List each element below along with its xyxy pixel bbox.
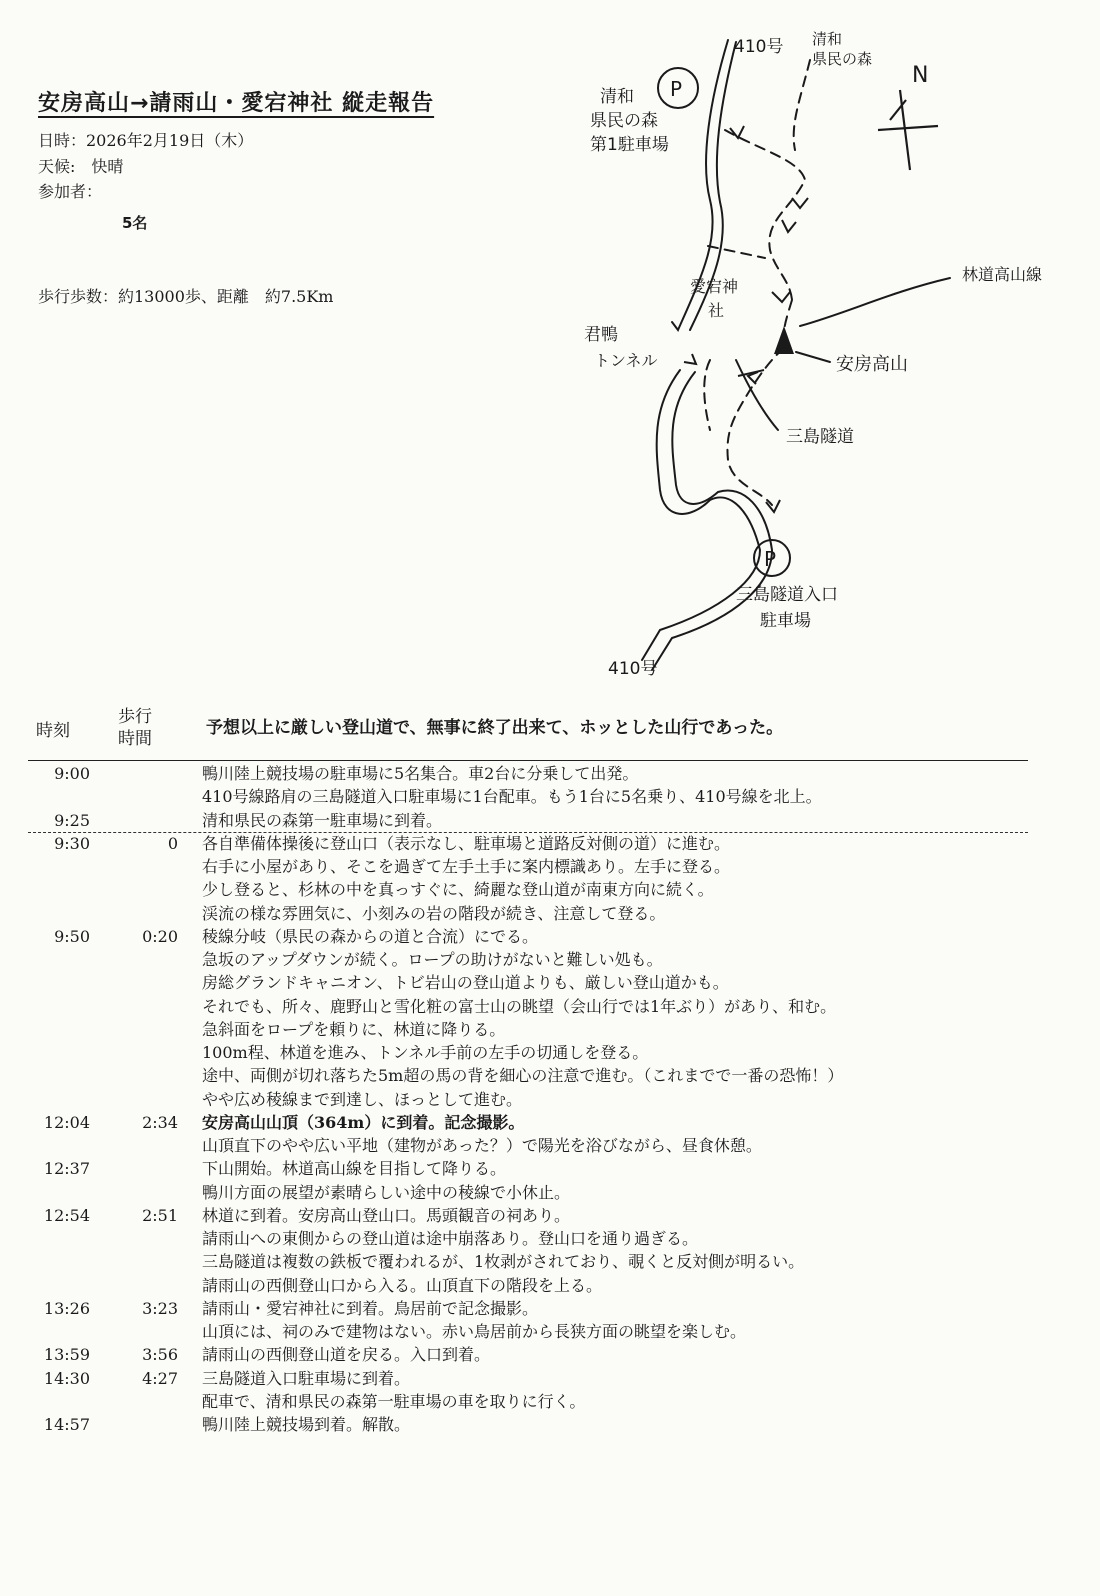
timeline-text: 渓流の様な雰囲気に、小刻みの岩の階段が続き、注意して登る。 [202, 903, 666, 923]
timeline-text: 少し登ると、杉林の中を真っすぐに、綺麗な登山道が南東方向に続く。 [202, 880, 714, 900]
timeline-text: 右手に小屋があり、そこを過ぎて左手土手に案内標識あり。左手に登る。 [202, 857, 731, 876]
timeline-row [0, 1413, 1100, 1436]
report-title: 安房高山→請雨山・愛宕神社 縦走報告 [38, 91, 435, 116]
timeline-time: 12:54 [43, 1205, 90, 1225]
column-header-walk-line2: 時間 [118, 729, 152, 749]
participants-count: 5名 [122, 214, 148, 232]
label-rindo: 林道高山線 [962, 265, 1043, 284]
timeline-time: 14:57 [43, 1415, 90, 1434]
timeline-text: 山頂直下のやや広い平地（建物があった？）で陽光を浴びながら、昼食休憩。 [202, 1136, 762, 1155]
label-parking1-1: 清和 [600, 87, 634, 107]
timeline-row [0, 925, 1100, 948]
timeline-row [0, 1134, 1100, 1157]
timeline-text: やや広め稜線まで到達し、ほっとして進む。 [202, 1089, 523, 1109]
timeline-text: 各自準備体操後に登山口（表示なし、駐車場と道路反対側の道）に進む。 [202, 833, 731, 853]
north-label: N [912, 63, 929, 88]
road-south-west [642, 370, 760, 660]
label-410-bottom: 410号 [608, 659, 658, 679]
label-awatakayama: 安房高山 [836, 354, 908, 375]
timeline-text: 林道に到着。安房高山登山口。馬頭観音の祠あり。 [202, 1205, 571, 1225]
timeline-text: 安房高山山頂（364m）に到着。記念撮影。 [202, 1112, 525, 1132]
label-kimo-1: 君鴨 [584, 325, 618, 345]
label-mishima-tunnel: 三島隧道 [786, 427, 854, 447]
column-header-walk [118, 706, 152, 750]
awatakayama-pointer [796, 352, 830, 362]
timeline-walk: 3:23 [142, 1298, 178, 1318]
timeline-row [0, 1320, 1100, 1343]
timeline-walk: 4:27 [142, 1368, 178, 1388]
timeline-row [0, 1018, 1100, 1041]
arrow-5 [684, 354, 696, 364]
arrow-3 [782, 220, 796, 232]
timeline-text: それでも、所々、鹿野山と雪化粧の富士山の眺望（会山行では1年ぶり）があり、和む。 [202, 996, 837, 1016]
timeline-row [0, 948, 1100, 971]
timeline-time: 13:26 [43, 1298, 90, 1318]
label-mishima-parking-2: 駐車場 [760, 611, 811, 631]
hike-summary: 予想以上に厳しい登山道で、無事に終了出来て、ホッとした山行であった。 [206, 718, 784, 738]
timeline-row [0, 995, 1100, 1018]
timeline-walk: 2:34 [142, 1112, 178, 1132]
report-date: 日時：2026年2月19日（木） [38, 131, 254, 150]
timeline-row [0, 832, 1100, 855]
timeline-row [0, 1064, 1100, 1087]
timeline-text: 請雨山の西側登山道を戻る。入口到着。 [202, 1345, 491, 1365]
route-main [725, 130, 805, 300]
timeline-row [0, 809, 1100, 832]
mishima-connector [736, 360, 778, 430]
label-forest-ne-1: 清和 [812, 30, 843, 48]
label-kimo-2: トンネル [594, 351, 658, 370]
arrow-2 [792, 198, 808, 208]
timeline-text: 清和県民の森第一駐車場に到着。 [202, 810, 443, 830]
timeline-time: 9:50 [54, 926, 90, 946]
timeline-row [0, 1367, 1100, 1390]
timeline-text: 三島隧道入口駐車場に到着。 [202, 1368, 411, 1388]
arrow-1 [730, 126, 744, 138]
timeline-text: 三島隧道は複数の鉄板で覆われるが、1枚剥がされており、覗くと反対側が明るい。 [202, 1252, 805, 1272]
header-divider [28, 760, 1028, 761]
timeline-row [0, 1390, 1100, 1413]
timeline-walk: 0:20 [142, 926, 178, 946]
timeline-walk: 2:51 [142, 1205, 178, 1225]
timeline-text: 請雨山・愛宕神社に到着。鳥居前で記念撮影。 [202, 1298, 539, 1318]
timeline-table [0, 762, 1100, 1436]
participants-label: 参加者： [38, 182, 103, 201]
steps-distance: 歩行歩数：約13000歩、距離 約7.5Km [38, 287, 334, 306]
timeline-row [0, 1088, 1100, 1111]
timeline-row [0, 878, 1100, 901]
timeline-text: 急坂のアップダウンが続く。ロープの助けがないと難しい処も。 [202, 950, 663, 969]
report-weather: 天候: 快晴 [38, 157, 124, 176]
timeline-time: 12:37 [43, 1159, 90, 1179]
timeline-text: 410号線路肩の三島隧道入口駐車場に1台配車。もう1台に5名乗り、410号線を北上。 [202, 787, 822, 807]
timeline-row [0, 902, 1100, 925]
timeline-text: 鴨川陸上競技場の駐車場に5名集合。車2台に分乗して出発。 [202, 764, 639, 783]
label-atago-2: 社 [708, 301, 725, 320]
column-header-walk-line1: 歩行 [118, 707, 152, 727]
timeline-text: 房総グランドキャニオン、トビ岩山の登山道よりも、厳しい登山道かも。 [202, 973, 729, 993]
timeline-text: 下山開始。林道高山線を目指して降りる。 [202, 1159, 507, 1179]
label-mishima-parking-1: 三島隧道入口 [736, 585, 838, 605]
summit-mark [774, 326, 794, 354]
label-parking1-2: 県民の森 [590, 111, 658, 131]
timeline-text: 請雨山の西側登山口から入る。山頂直下の階段を上る。 [202, 1275, 603, 1295]
timeline-row [0, 855, 1100, 878]
timeline-time: 9:00 [54, 764, 90, 783]
timeline-walk: 3:56 [142, 1345, 178, 1365]
timeline-row [0, 1157, 1100, 1180]
parking-symbol-2: P [764, 547, 777, 571]
timeline-row [0, 1250, 1100, 1273]
timeline-row [0, 1204, 1100, 1227]
timeline-text: 100m程、林道を進み、トンネル手前の左手の切通しを登る。 [202, 1043, 649, 1062]
timeline-text: 鴨川方面の展望が素晴らしい途中の稜線で小休止。 [202, 1182, 571, 1202]
north-arrow [878, 90, 938, 170]
arrow-4 [772, 292, 790, 302]
route-branch [708, 246, 765, 258]
timeline-row [0, 1274, 1100, 1297]
road-south-east [652, 372, 772, 670]
route-map [560, 30, 1080, 690]
timeline-time: 9:25 [54, 810, 90, 830]
timeline-row [0, 762, 1100, 785]
timeline-text: 鴨川陸上競技場到着。解散。 [202, 1415, 411, 1434]
route-ridge-from-forest [794, 60, 810, 150]
timeline-text: 途中、両側が切れ落ちた5m超の馬の背を細心の注意で進む。（これまでで一番の恐怖！） [202, 1066, 844, 1086]
timeline-text: 山頂には、祠のみで建物はない。赤い鳥居前から長狭方面の眺望を楽しむ。 [202, 1322, 747, 1341]
timeline-row [0, 1181, 1100, 1204]
timeline-text: 急斜面をロープを頼りに、林道に降りる。 [202, 1019, 506, 1039]
rindo-line [800, 278, 950, 326]
timeline-row [0, 1343, 1100, 1366]
timeline-walk: 0 [167, 833, 178, 853]
label-410-top: 410号 [734, 37, 784, 57]
timeline-time: 12:04 [43, 1112, 90, 1132]
parking-symbol-1: P [670, 77, 683, 101]
timeline-time: 13:59 [43, 1345, 90, 1365]
timeline-row [0, 1227, 1100, 1250]
label-atago-1: 愛宕神 [690, 277, 739, 296]
timeline-text: 稜線分岐（県民の森からの道と合流）にでる。 [202, 926, 539, 946]
timeline-row [0, 1111, 1100, 1134]
timeline-text: 請雨山への東側からの登山道は途中崩落あり。登山口を通り過ぎる。 [202, 1229, 699, 1248]
timeline-text: 配車で、清和県民の森第一駐車場の車を取りに行く。 [202, 1391, 586, 1411]
column-header-time: 時刻 [36, 721, 70, 741]
timeline-row [0, 785, 1100, 808]
timeline-row [0, 971, 1100, 994]
label-forest-ne-2: 県民の森 [812, 50, 873, 68]
timeline-time: 14:30 [43, 1368, 90, 1388]
timeline-row [0, 1041, 1100, 1064]
timeline-row [0, 1297, 1100, 1320]
route-tunnel-west [704, 360, 710, 430]
label-parking1-3: 第1駐車場 [590, 135, 669, 155]
timeline-time: 9:30 [54, 833, 90, 853]
